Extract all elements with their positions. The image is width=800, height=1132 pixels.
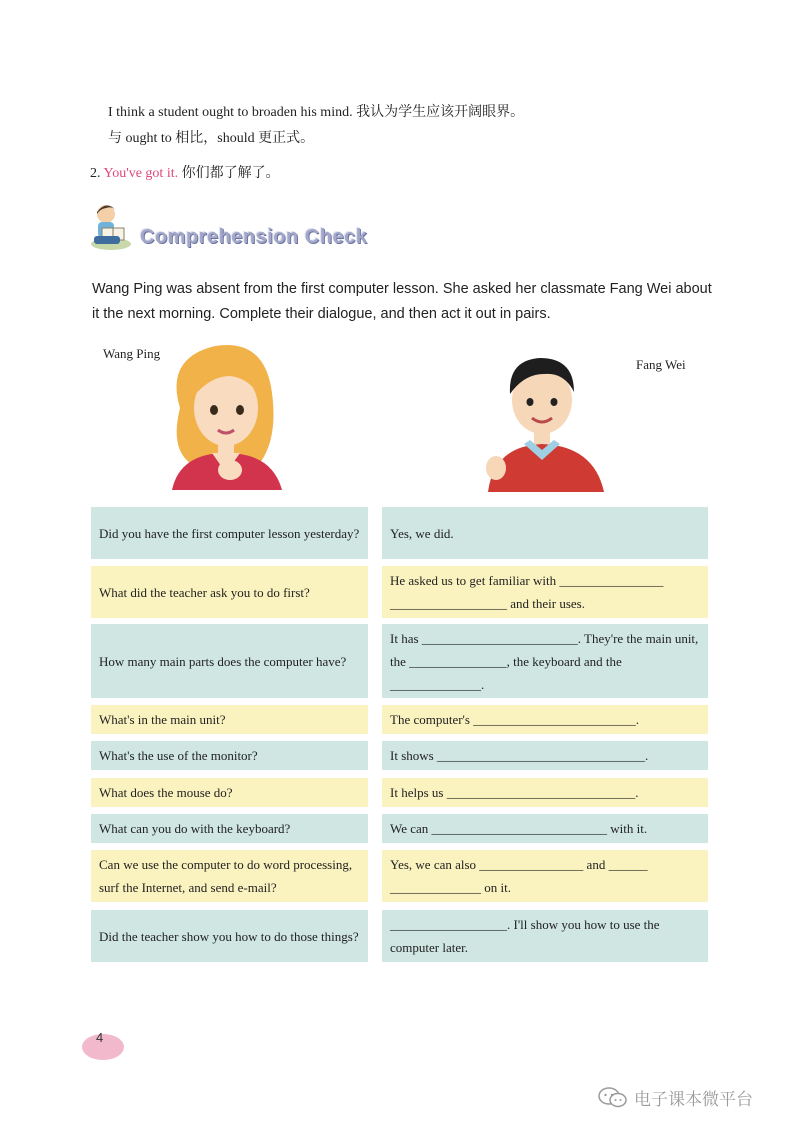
section-title: Comprehension Check (140, 226, 368, 248)
dialogue-answer-3: It has ________________________. They're the main unit, the _______________, the keyboard and the ______________. (382, 624, 708, 698)
watermark-text: 电子课本微平台 (634, 1090, 753, 1110)
girl-illustration (160, 338, 295, 490)
note-item-2 (90, 162, 280, 182)
dialogue-answer-7: We can ___________________________ with it. (382, 814, 708, 843)
page-number: 4 (96, 1030, 104, 1045)
boy-illustration (478, 350, 618, 492)
dialogue-answer-6: It helps us _____________________________. (382, 778, 708, 807)
dialogue-question-5: What's the use of the monitor? (91, 741, 368, 770)
dialogue-answer-2: He asked us to get familiar with ________________ __________________ and their uses. (382, 566, 708, 618)
character-label-right: Fang Wei (636, 357, 686, 372)
dialogue-question-4: What's in the main unit? (91, 705, 368, 734)
dialogue-answer-8: Yes, we can also ________________ and ______ ______________ on it. (382, 850, 708, 902)
dialogue-question-2: What did the teacher ask you to do first? (91, 566, 368, 618)
chat-bubble-icon (598, 1087, 628, 1109)
dialogue-answer-4: The computer's _________________________. (382, 705, 708, 734)
dialogue-question-7: What can you do with the keyboard? (91, 814, 368, 843)
dialogue-question-9: Did the teacher show you how to do those things? (91, 910, 368, 962)
dialogue-question-8: Can we use the computer to do word processing, surf the Internet, and send e-mail? (91, 850, 368, 902)
note-item-number: 2. (90, 166, 101, 181)
note-line-1: I think a student ought to broaden his mind. 我认为学生应该开阔眼界。 (108, 105, 525, 120)
character-label-left: Wang Ping (103, 346, 161, 361)
dialogue-question-6: What does the mouse do? (91, 778, 368, 807)
reading-student-icon (88, 200, 134, 252)
dialogue-answer-9: __________________. I'll show you how to use the computer later. (382, 910, 708, 962)
dialogue-answer-5: It shows ________________________________. (382, 741, 708, 770)
watermark (598, 1085, 753, 1110)
dialogue-question-3: How many main parts does the computer have? (91, 624, 368, 698)
note-line-2: 与 ought to 相比，should 更正式。 (108, 131, 315, 146)
dialogue-answer-1: Yes, we did. (382, 507, 708, 559)
dialogue-question-1: Did you have the first computer lesson yesterday? (91, 507, 368, 559)
note-item-translation: 你们都了解了。 (181, 166, 280, 181)
note-item-phrase: You've got it. (103, 166, 179, 181)
intro-paragraph: Wang Ping was absent from the first computer lesson. She asked her classmate Fang Wei about it the next morning. Complete their dialogue, and then act it out in pairs. (92, 281, 712, 322)
